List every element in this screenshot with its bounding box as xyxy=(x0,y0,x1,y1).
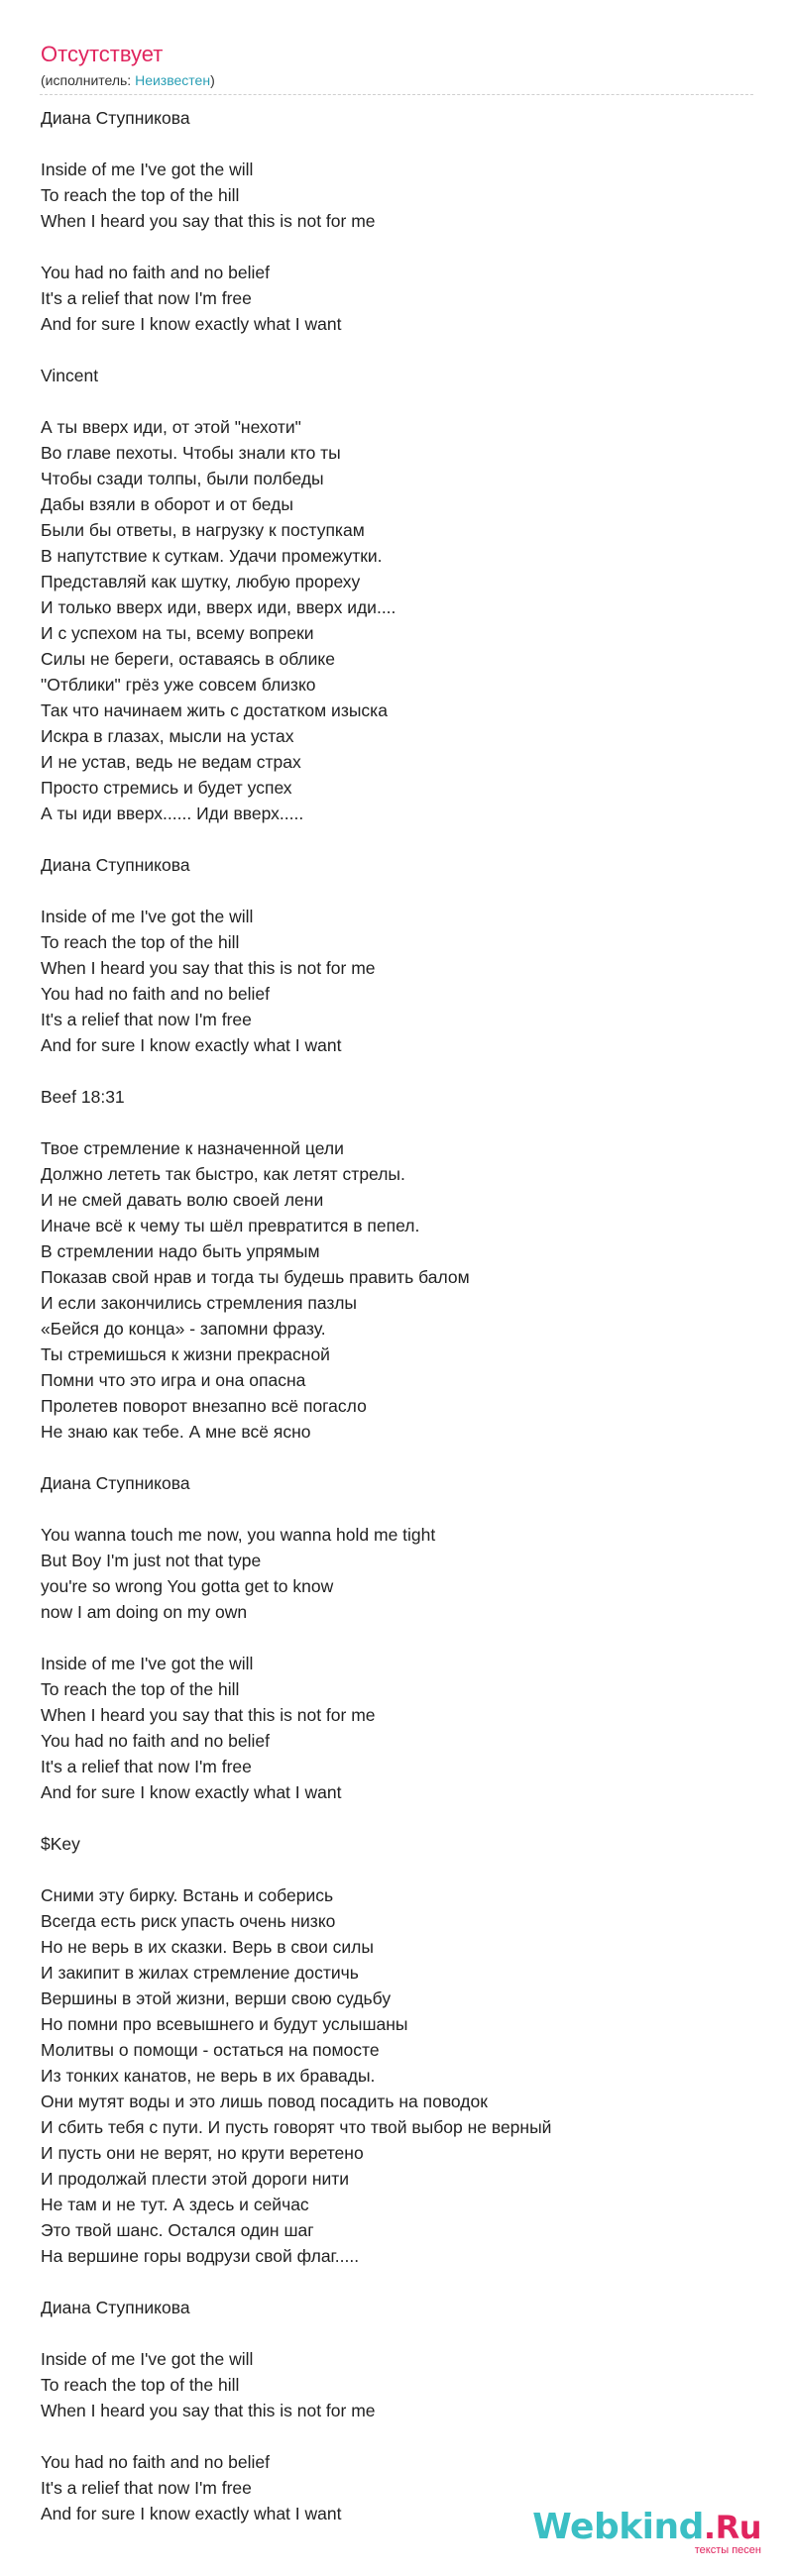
lyrics-line: You wanna touch me now, you wanna hold me tight xyxy=(41,1525,436,1545)
logo-name: Webkind xyxy=(532,2507,704,2547)
lyrics-line: You had no faith and no belief xyxy=(41,263,270,282)
lyrics-line: To reach the top of the hill xyxy=(41,932,240,952)
lyrics-line: Так что начинаем жить с достатком изыска xyxy=(41,700,388,720)
lyrics-line: It's a relief that now I'm free xyxy=(41,1757,252,1776)
lyrics-line: You had no faith and no belief xyxy=(41,1731,270,1751)
lyrics-blank-line xyxy=(41,388,754,414)
lyrics-line: Диана Ступникова xyxy=(41,855,190,875)
lyrics-line: «Бейся до конца» - запомни фразу. xyxy=(41,1319,326,1339)
lyrics-line: Но не верь в их сказки. Верь в свои силы xyxy=(41,1937,374,1957)
lyrics-line: Inside of me I've got the will xyxy=(41,160,254,179)
lyrics-blank-line xyxy=(41,1445,754,1470)
lyrics-blank-line xyxy=(41,2320,754,2346)
lyrics-line: When I heard you say that this is not for me xyxy=(41,2401,376,2420)
lyrics-text xyxy=(41,105,754,2526)
lyrics-line: When I heard you say that this is not for me xyxy=(41,211,376,231)
lyrics-blank-line xyxy=(41,337,754,363)
artist-link[interactable]: Неизвестен xyxy=(135,72,211,88)
lyrics-line: And for sure I know exactly what I want xyxy=(41,2504,342,2523)
lyrics-line: And for sure I know exactly what I want xyxy=(41,314,342,334)
lyrics-blank-line xyxy=(41,1625,754,1651)
lyrics-line: Vincent xyxy=(41,366,99,385)
lyrics-line: А ты вверх иди, от этой "нехоти" xyxy=(41,417,301,437)
lyrics-line: Чтобы сзади толпы, были полбеды xyxy=(41,469,324,488)
lyrics-line: It's a relief that now I'm free xyxy=(41,2478,252,2498)
lyrics-line: You had no faith and no belief xyxy=(41,2452,270,2472)
artist-prefix: (исполнитель: xyxy=(41,72,136,88)
artist-suffix: ) xyxy=(210,72,215,88)
lyrics-line: Inside of me I've got the will xyxy=(41,2349,254,2369)
lyrics-blank-line xyxy=(41,1058,754,1084)
lyrics-line: It's a relief that now I'm free xyxy=(41,1010,252,1029)
lyrics-line: Диана Ступникова xyxy=(41,108,190,128)
lyrics-blank-line xyxy=(41,878,754,904)
lyrics-blank-line xyxy=(41,2269,754,2295)
logo-tld: .Ru xyxy=(703,2509,761,2546)
lyrics-line: И если закончились стремления пазлы xyxy=(41,1293,357,1313)
lyrics-line: И не устав, ведь не ведам страх xyxy=(41,752,301,772)
lyrics-blank-line xyxy=(41,1857,754,1882)
lyrics-line: Были бы ответы, в нагрузку к поступкам xyxy=(41,520,365,540)
header-divider xyxy=(40,94,753,95)
song-title: Отсутствует xyxy=(41,42,164,66)
lyrics-line: And for sure I know exactly what I want xyxy=(41,1035,342,1055)
lyrics-line: you're so wrong You gotta get to know xyxy=(41,1576,334,1596)
lyrics-line: "Отблики" грёз уже совсем близко xyxy=(41,675,316,695)
lyrics-blank-line xyxy=(41,1805,754,1831)
lyrics-blank-line xyxy=(41,1110,754,1135)
lyrics-line: Inside of me I've got the will xyxy=(41,907,254,926)
site-logo[interactable] xyxy=(532,2509,761,2556)
lyrics-line: Но помни про всевышнего и будут услышаны xyxy=(41,2014,408,2034)
lyrics-line: Дабы взяли в оборот и от беды xyxy=(41,494,293,514)
lyrics-line: To reach the top of the hill xyxy=(41,1679,240,1699)
lyrics-line: Не там и не тут. А здесь и сейчас xyxy=(41,2195,309,2214)
lyrics-line: $Key xyxy=(41,1834,80,1854)
lyrics-line: Пролетев поворот внезапно всё погасло xyxy=(41,1396,367,1416)
artist-line xyxy=(41,71,215,89)
lyrics-line: И продолжай плести этой дороги нити xyxy=(41,2169,350,2189)
lyrics-line: Показав свой нрав и тогда ты будешь править балом xyxy=(41,1267,470,1287)
logo-wordmark xyxy=(532,2509,761,2546)
lyrics-line: Искра в глазах, мысли на устах xyxy=(41,726,294,746)
lyrics-blank-line xyxy=(41,826,754,852)
lyrics-line: Inside of me I've got the will xyxy=(41,1654,254,1673)
lyrics-line: Сними эту бирку. Встань и соберись xyxy=(41,1885,334,1905)
lyrics-line: Должно лететь так быстро, как летят стрелы. xyxy=(41,1164,405,1184)
lyrics-line: Не знаю как тебе. А мне всё ясно xyxy=(41,1422,311,1442)
lyrics-line: Всегда есть риск упасть очень низко xyxy=(41,1911,336,1931)
lyrics-line: Диана Ступникова xyxy=(41,1473,190,1493)
lyrics-line: И только вверх иди, вверх иди, вверх иди.... xyxy=(41,597,396,617)
lyrics-line: В напутствие к суткам. Удачи промежутки. xyxy=(41,546,383,566)
lyrics-line: Они мутят воды и это лишь повод посадить на поводок xyxy=(41,2092,488,2111)
lyrics-line: Молитвы о помощи - остаться на помосте xyxy=(41,2040,380,2060)
lyrics-line: Ты стремишься к жизни прекрасной xyxy=(41,1344,330,1364)
lyrics-line: But Boy I'm just not that type xyxy=(41,1551,262,1570)
lyrics-line: На вершине горы водрузи свой флаг..... xyxy=(41,2246,360,2266)
lyrics-line: Иначе всё к чему ты шёл превратится в пепел. xyxy=(41,1216,420,1235)
lyrics-line: Твое стремление к назначенной цели xyxy=(41,1138,344,1158)
lyrics-line: Из тонких канатов, не верь в их бравады. xyxy=(41,2066,376,2086)
lyrics-line: Диана Ступникова xyxy=(41,2298,190,2317)
lyrics-line: Это твой шанс. Остался один шаг xyxy=(41,2220,314,2240)
lyrics-line: To reach the top of the hill xyxy=(41,2375,240,2395)
lyrics-line: И с успехом на ты, всему вопреки xyxy=(41,623,314,643)
lyrics-line: Представляй как шутку, любую прореху xyxy=(41,572,361,591)
lyrics-line: Силы не береги, оставаясь в облике xyxy=(41,649,336,669)
lyrics-line: Во главе пехоты. Чтобы знали кто ты xyxy=(41,443,341,463)
lyrics-line: А ты иди вверх...... Иди вверх..... xyxy=(41,804,304,823)
logo-tagline: тексты песен xyxy=(694,2544,761,2556)
lyrics-line: When I heard you say that this is not for me xyxy=(41,958,376,978)
lyrics-line: Beef 18:31 xyxy=(41,1087,125,1107)
lyrics-line: When I heard you say that this is not for me xyxy=(41,1705,376,1725)
lyrics-line: И сбить тебя с пути. И пусть говорят что твой выбор не верный xyxy=(41,2117,552,2137)
lyrics-blank-line xyxy=(41,2423,754,2449)
lyrics-line: И закипит в жилах стремление достичь xyxy=(41,1963,359,1983)
lyrics-blank-line xyxy=(41,234,754,260)
lyrics-line: now I am doing on my own xyxy=(41,1602,248,1622)
lyrics-line: And for sure I know exactly what I want xyxy=(41,1782,342,1802)
lyrics-blank-line xyxy=(41,1496,754,1522)
lyrics-blank-line xyxy=(41,131,754,157)
lyrics-line: You had no faith and no belief xyxy=(41,984,270,1004)
lyrics-line: В стремлении надо быть упрямым xyxy=(41,1241,320,1261)
lyrics-line: Помни что это игра и она опасна xyxy=(41,1370,306,1390)
lyrics-line: To reach the top of the hill xyxy=(41,185,240,205)
lyrics-line: It's a relief that now I'm free xyxy=(41,288,252,308)
lyrics-line: И пусть они не верят, но крути веретено xyxy=(41,2143,364,2163)
lyrics-line: Вершины в этой жизни, верши свою судьбу xyxy=(41,1988,392,2008)
lyrics-line: И не смей давать волю своей лени xyxy=(41,1190,324,1210)
lyrics-line: Просто стремись и будет успех xyxy=(41,778,292,798)
